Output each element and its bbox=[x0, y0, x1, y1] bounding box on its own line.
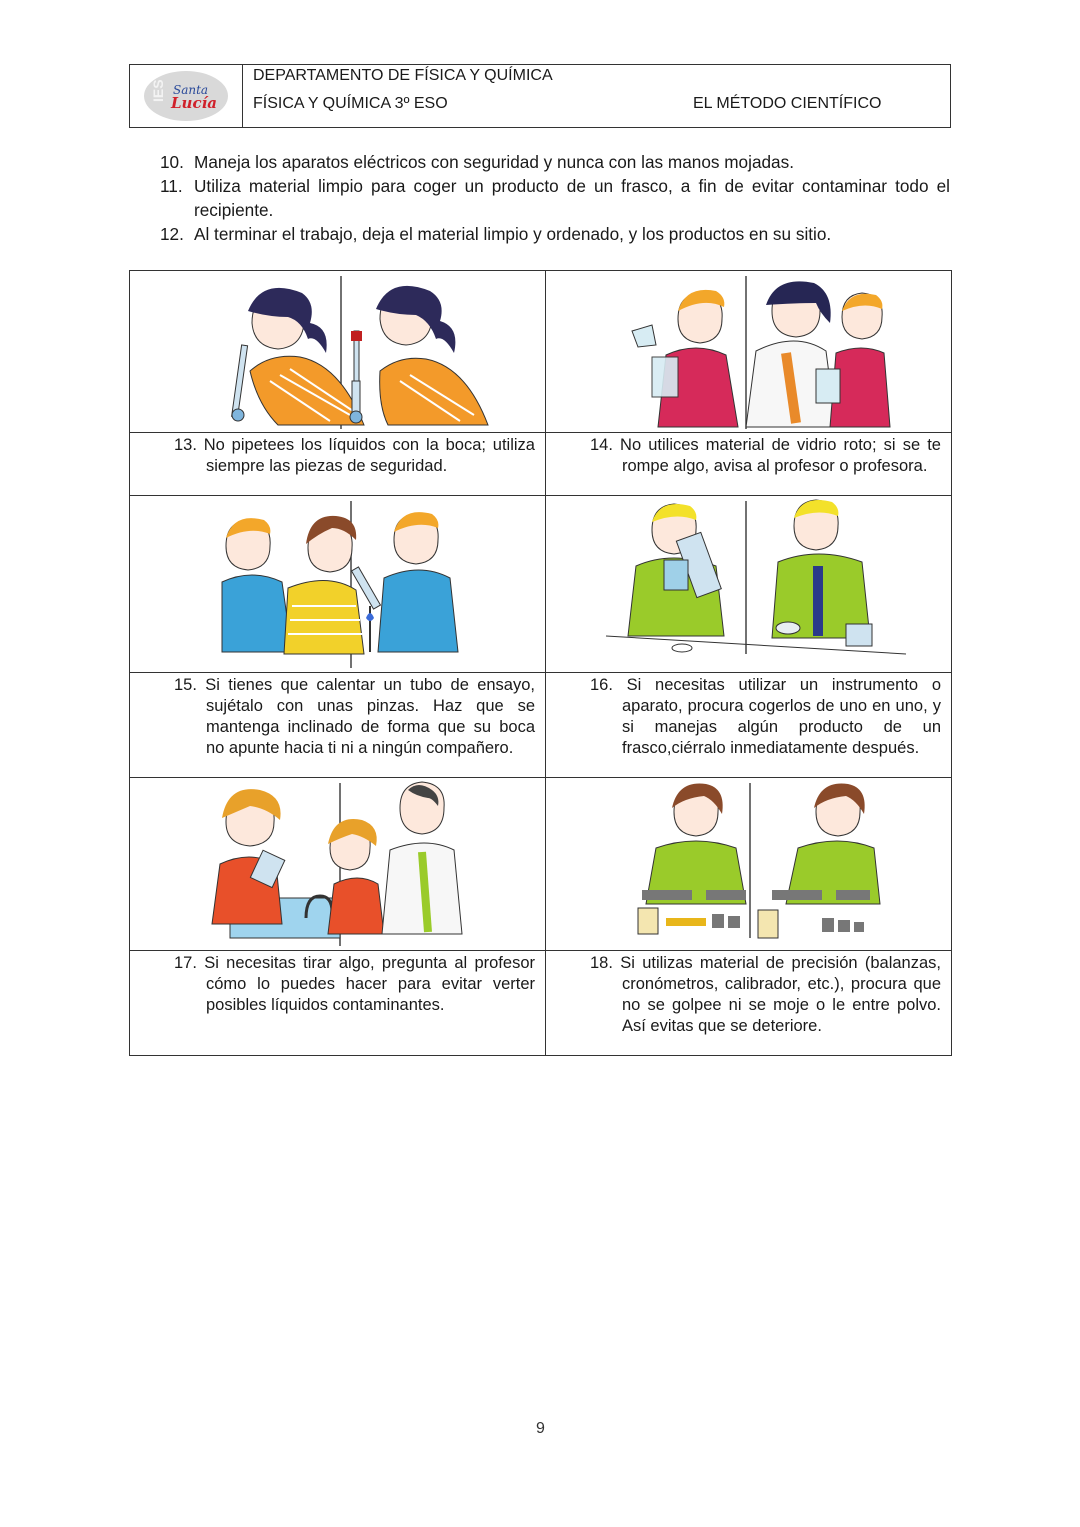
card-text bbox=[546, 433, 951, 477]
illustration-cell bbox=[130, 271, 546, 433]
caption-cell bbox=[130, 673, 546, 778]
caption-cell bbox=[546, 951, 952, 1056]
illustration-cell bbox=[130, 778, 546, 951]
list-item bbox=[160, 222, 950, 246]
card-number: 14. bbox=[590, 436, 613, 454]
card-body: Si necesitas utilizar un instrumento o aparato, procura cogerlos de uno en uno, y si manejas algún producto de un frasco,ciérralo inmediatamente después. bbox=[622, 676, 941, 757]
card-number: 15. bbox=[174, 676, 197, 694]
card-body: No pipetees los líquidos con la boca; utiliza siempre las piezas de seguridad. bbox=[203, 436, 535, 475]
card-text bbox=[546, 951, 951, 1037]
caption-cell bbox=[130, 951, 546, 1056]
illustration-cell bbox=[546, 778, 952, 951]
card-number: 18. bbox=[590, 954, 613, 972]
caption-cell bbox=[546, 433, 952, 496]
card-body: Si utilizas material de precisión (balanzas, cronómetros, calibrador, etc.), procura que no se golpee ni se moje o le entre polvo. Así evitas que se deteriore. bbox=[620, 954, 941, 1035]
rule-number: 11. bbox=[160, 176, 183, 196]
school-logo bbox=[143, 70, 229, 122]
one-at-a-time-illustration bbox=[546, 496, 951, 672]
card-body: Si tienes que calentar un tubo de ensayo, sujétalo con unas pinzas. Haz que se mantenga inclinado de forma que su boca no apunte hacia ti ni a ningún compañero. bbox=[205, 676, 535, 757]
card-number: 13. bbox=[174, 436, 197, 454]
card-text bbox=[130, 433, 545, 477]
card-text bbox=[546, 673, 951, 759]
svg-text:IES: IES bbox=[150, 79, 166, 102]
school-logo-cell bbox=[130, 65, 243, 127]
card-body: No utilices material de vidrio roto; si se te rompe algo, avisa al profesor o profesora. bbox=[620, 436, 941, 475]
rule-number: 12. bbox=[160, 224, 184, 244]
rule-text: Maneja los aparatos eléctricos con seguridad y nunca con las manos mojadas. bbox=[194, 152, 794, 172]
broken-glass-illustration bbox=[546, 271, 951, 432]
page-number: 9 bbox=[536, 1420, 545, 1437]
illustration-cell bbox=[130, 496, 546, 673]
rules-list bbox=[160, 150, 950, 246]
svg-text:Lucía: Lucía bbox=[171, 94, 218, 112]
department-title: DEPARTAMENTO DE FÍSICA Y QUÍMICA bbox=[253, 67, 553, 84]
card-number: 17. bbox=[174, 954, 197, 972]
svg-text:Santa: Santa bbox=[173, 83, 209, 97]
list-item bbox=[160, 174, 950, 222]
caption-cell bbox=[130, 433, 546, 496]
pipette-illustration bbox=[130, 271, 545, 432]
card-body: Si necesitas tirar algo, pregunta al profesor cómo lo puedes hacer para evitar verter posibles líquidos contaminantes. bbox=[204, 954, 535, 1014]
card-text bbox=[130, 673, 545, 759]
card-text bbox=[130, 951, 545, 1016]
header-info bbox=[243, 65, 950, 127]
list-item bbox=[160, 150, 950, 174]
rule-text: Utiliza material limpio para coger un producto de un frasco, a fin de evitar contaminar todo el recipiente. bbox=[194, 176, 950, 220]
card-number: 16. bbox=[590, 676, 613, 694]
heating-tube-illustration bbox=[130, 496, 545, 672]
subject-title: FÍSICA Y QUÍMICA 3º ESO bbox=[253, 95, 448, 112]
illustration-cell bbox=[546, 496, 952, 673]
disposal-illustration bbox=[130, 778, 545, 950]
document-header bbox=[129, 64, 951, 128]
rule-text: Al terminar el trabajo, deja el material limpio y ordenado, y los productos en su sitio. bbox=[194, 224, 832, 244]
illustration-cell bbox=[546, 271, 952, 433]
safety-cards-table bbox=[129, 270, 952, 1056]
rule-number: 10. bbox=[160, 152, 184, 172]
precision-instruments-illustration bbox=[546, 778, 951, 950]
topic-title: EL MÉTODO CIENTÍFICO bbox=[693, 95, 882, 112]
caption-cell bbox=[546, 673, 952, 778]
